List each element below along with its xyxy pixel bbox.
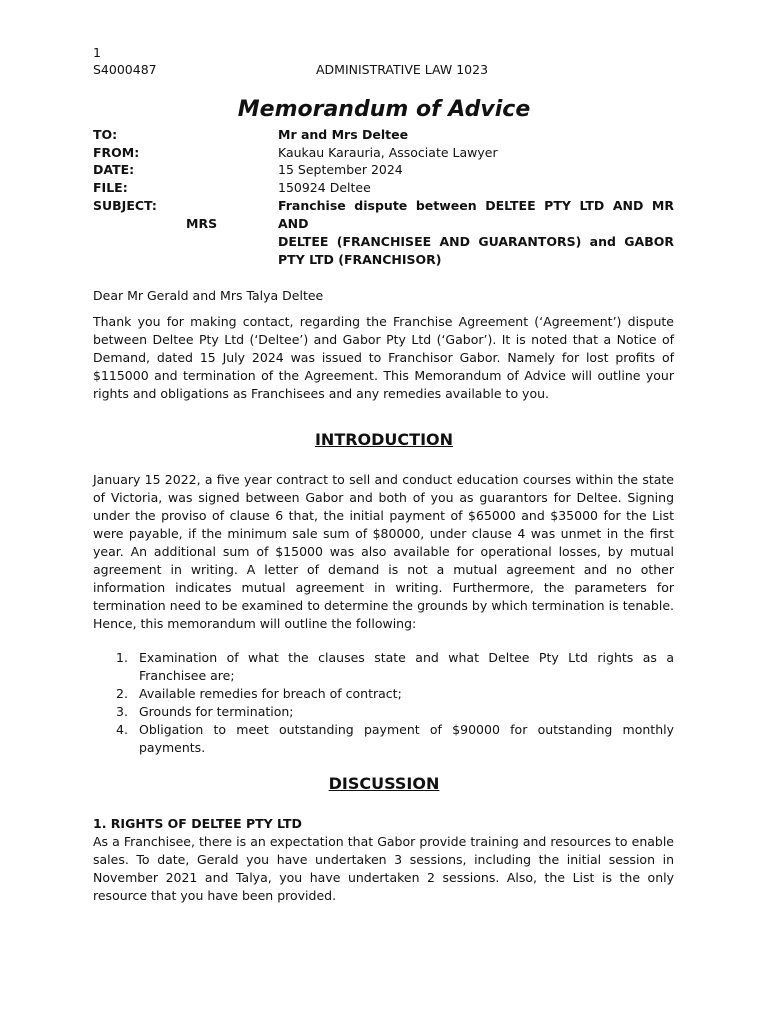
to-value: Mr and Mrs Deltee — [278, 127, 409, 142]
list-item-number: 1. — [116, 650, 128, 665]
memo-title: Memorandum of Advice — [237, 97, 531, 122]
rights-subheading: 1. RIGHTS OF DELTEE PTY LTD — [93, 816, 302, 831]
discussion-heading: DISCUSSION — [328, 774, 440, 793]
subject-line-2: DELTEE (FRANCHISEE AND GUARANTORS) and GABOR PTY LTD (FRANCHISOR) — [278, 234, 674, 267]
subject-label: SUBJECT: — [93, 198, 157, 213]
rights-paragraph: As a Franchisee, there is an expectation that Gabor provide training and resources to enable sales. To date, Gerald you have undertaken 3 sessions, including the initial session in November 2021 and Talya, you have undertaken 2 sessions. Also, the List is the only resource that you have been provided. — [93, 834, 674, 903]
to-label: TO: — [93, 127, 118, 142]
student-id: S4000487 — [93, 62, 157, 77]
list-item — [93, 721, 674, 757]
from-value: Kaukau Karauria, Associate Lawyer — [278, 145, 498, 160]
list-item — [93, 703, 674, 721]
file-label: FILE: — [93, 180, 128, 195]
list-item-number: 3. — [116, 704, 128, 719]
date-value: 15 September 2024 — [278, 162, 403, 177]
from-label: FROM: — [93, 145, 140, 160]
list-item — [93, 685, 674, 703]
list-item-number: 2. — [116, 686, 128, 701]
list-item-text: Obligation to meet outstanding payment of $90000 for outstanding monthly payments. — [139, 722, 674, 755]
file-value: 150924 Deltee — [278, 180, 371, 195]
list-item — [93, 649, 674, 685]
introduction-heading: INTRODUCTION — [314, 430, 454, 449]
subject-line-1: Franchise dispute between DELTEE PTY LTD AND MR AND — [278, 198, 674, 231]
salutation: Dear Mr Gerald and Mrs Talya Deltee — [93, 288, 324, 303]
list-item-text: Examination of what the clauses state and what Deltee Pty Ltd rights as a Franchisee are; — [139, 650, 674, 683]
intro-paragraph: Thank you for making contact, regarding the Franchise Agreement (‘Agreement’) dispute between Deltee Pty Ltd (‘Deltee’) and Gabor Pty Ltd (‘Gabor’). It is noted that a Notice of Demand, dated 15 July 2024 was issued to Franchisor Gabor. Namely for lost profits of $115000 and termination of the Agreement. This Memorandum of Advice will outline your rights and obligations as Franchisees and any remedies available to you. — [93, 314, 674, 401]
outline-list — [93, 649, 674, 757]
list-item-number: 4. — [116, 722, 128, 737]
introduction-paragraph: January 15 2022, a five year contract to sell and conduct education courses within the state of Victoria, was signed between Gabor and both of you as guarantors for Deltee. Signing under the proviso of clause 6 that, the initial payment of $65000 and $35000 for the List were payable, if the minimum sale sum of $80000, under clause 4 was unmet in the first year. An additional sum of $15000 was also available for operational losses, by mutual agreement in writing. A letter of demand is not a mutual agreement and no other information indicates mutual agreement in writing. Furthermore, the parameters for termination need to be examined to determine the grounds by which termination is tenable. Hence, this memorandum will outline the following: — [93, 472, 674, 631]
course-title: ADMINISTRATIVE LAW 1023 — [316, 62, 489, 77]
list-item-text: Available remedies for breach of contract; — [139, 686, 402, 701]
page-number: 1 — [93, 45, 101, 60]
subject-mrs: MRS — [186, 216, 218, 231]
date-label: DATE: — [93, 162, 135, 177]
list-item-text: Grounds for termination; — [139, 704, 294, 719]
